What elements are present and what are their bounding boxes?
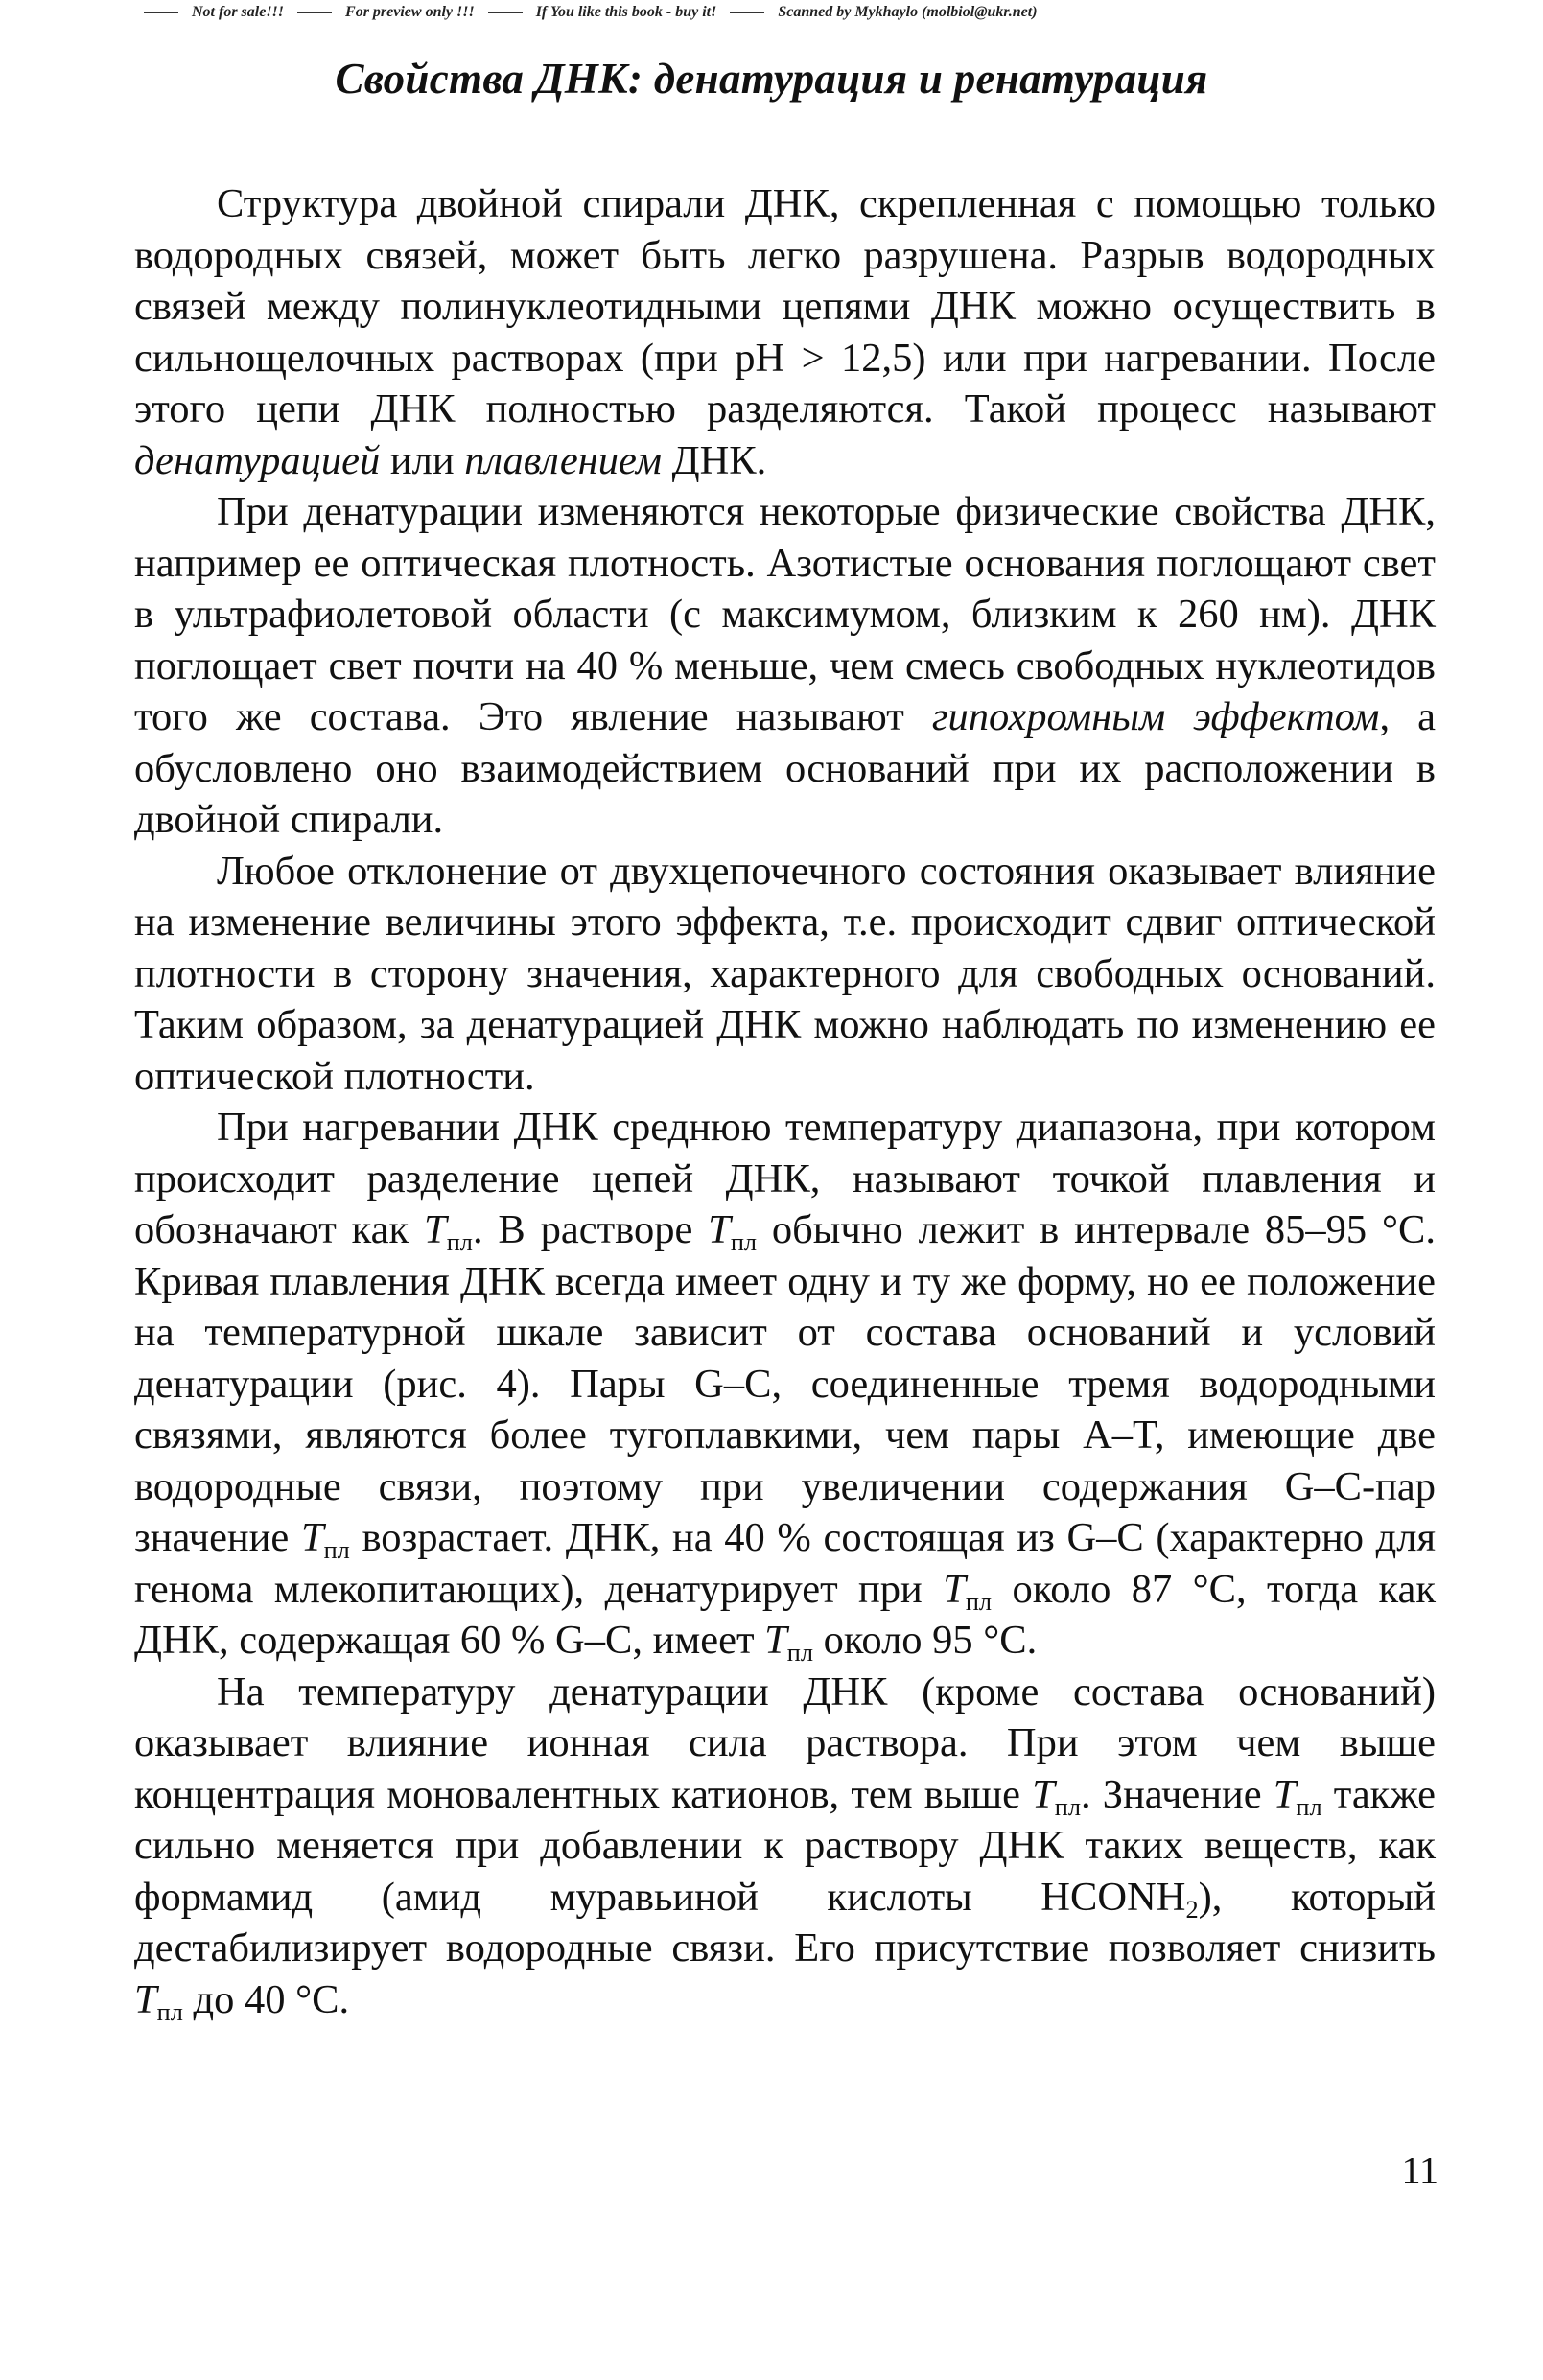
watermark-rule	[488, 12, 523, 13]
tm-subscript: пл	[1054, 1792, 1082, 1821]
paragraph-4	[134, 1102, 1436, 1667]
page-title: Свойства ДНК: денатурация и ренатурация	[335, 55, 1208, 103]
tm-symbol: T	[300, 1515, 324, 1560]
watermark-rule	[297, 12, 332, 13]
tm-symbol: T	[764, 1618, 787, 1663]
watermark-preview: For preview only !!!	[345, 4, 475, 20]
p5-text-a: На температуру денатурации ДНК (кроме состава оснований) оказывает влияние ионная сила раствора. При этом чем выше концентрация моновалентных катионов, тем выше	[134, 1668, 1436, 1817]
p4-text-a: При нагревании ДНК среднюю температуру диапазона, при котором происходит разделение цепей ДНК, называют точкой плавления и обозначают как	[134, 1105, 1436, 1252]
paragraph-1	[134, 178, 1436, 486]
tm-symbol: T	[943, 1566, 966, 1612]
tm-symbol: T	[134, 1976, 157, 2022]
p2-text-b: , а обусловлено оно взаимодействием оснований при их расположении в двойной спирали.	[134, 694, 1436, 842]
watermark-not-for-sale: Not for sale!!!	[192, 4, 285, 20]
tm-subscript: пл	[965, 1587, 993, 1616]
tm-symbol: T	[708, 1207, 731, 1252]
tm-symbol: T	[424, 1207, 447, 1252]
paragraph-5	[134, 1667, 1436, 2026]
p1-text-c: ДНК.	[661, 437, 767, 483]
p4-text-d: возрастает. ДНК, на 40 % состоящая из G–C (характерно для генома млекопитающих), денатурирует при	[134, 1515, 1436, 1612]
term-melting: плавлением	[464, 437, 662, 483]
term-hypochromic-effect: гипохромным эффектом	[931, 694, 1380, 739]
p4-text-f: около 95 °С.	[813, 1618, 1038, 1663]
p4-text-c: обычно лежит в интервале 85–95 °С. Кривая плавления ДНК всегда имеет одну и ту же форму, но ее положение на температурной шкале зависит от состава оснований и условий денатурации (рис. 4). Пары G–C, соединенные тремя водородными связями, являются более тугоплавкими, чем пары A–T, имеющие две водородные связи, поэтому при увеличении содержания G–C-пар значение	[134, 1207, 1437, 1560]
body-text	[134, 178, 1436, 2025]
watermark-buy: If You like this book - buy it!	[535, 4, 717, 20]
formula-subscript: 2	[1185, 1895, 1199, 1924]
p4-text-e: около 87 °С, тогда как ДНК, содержащая 60 % G–C, имеет	[134, 1566, 1437, 1663]
tm-subscript: пл	[1296, 1792, 1322, 1821]
p1-text-b: или	[380, 437, 465, 483]
paragraph-2	[134, 486, 1436, 846]
tm-subscript: пл	[323, 1535, 350, 1564]
watermark-scanned: Scanned by Mykhaylo (molbiol@ukr.net)	[778, 4, 1038, 20]
p5-text-c: также сильно меняется при добавлении к раствору ДНК таких веществ, как формамид (амид муравьиной кислоты HCONH	[134, 1771, 1436, 1920]
scan-watermark	[144, 4, 1467, 21]
paragraph-3: Любое отклонение от двухцепочечного состояния оказывает влияние на изменение величины этого эффекта, т.е. происходит сдвиг оптической плотности в сторону значения, характерного для свободных оснований. Таким образом, за денатурацией ДНК можно наблюдать по изменению ее оптической плотности.	[134, 848, 1436, 1099]
watermark-rule	[730, 12, 764, 13]
watermark-rule	[144, 12, 178, 13]
tm-subscript: пл	[786, 1638, 814, 1667]
p1-text-a: Структура двойной спирали ДНК, скрепленная с помощью только водородных связей, может быть легко разрушена. Разрыв водородных связей между полинуклеотидными цепями ДНК можно осуществить в сильнощелочных растворах (при pH > 12,5) или при нагревании. После этого цепи ДНК полностью разделяются. Такой процесс называют	[134, 181, 1436, 432]
term-denaturation: денатурацией	[134, 437, 381, 483]
page-number: 11	[1401, 2149, 1438, 2192]
tm-subscript: пл	[446, 1227, 473, 1256]
tm-symbol: T	[1273, 1771, 1297, 1817]
p5-text-b: . Значение	[1081, 1771, 1274, 1817]
p5-text-d: ), который дестабилизирует водородные связи. Его присутствие позволяет снизить	[134, 1874, 1436, 1971]
tm-symbol: T	[1032, 1771, 1055, 1817]
p5-text-e: до 40 °С.	[182, 1976, 350, 2022]
tm-subscript: пл	[156, 1997, 183, 2026]
p2-text-a: При денатурации изменяются некоторые физические свойства ДНК, например ее оптическая плотность. Азотистые основания поглощают свет в ультрафиолетовой области (с максимумом, близким к 260 нм). ДНК поглощает свет почти на 40 % меньше, чем смесь свободных нуклеотидов того же состава. Это явление называют	[134, 489, 1436, 739]
tm-subscript: пл	[730, 1227, 758, 1256]
p4-text-b: . В растворе	[472, 1207, 709, 1252]
